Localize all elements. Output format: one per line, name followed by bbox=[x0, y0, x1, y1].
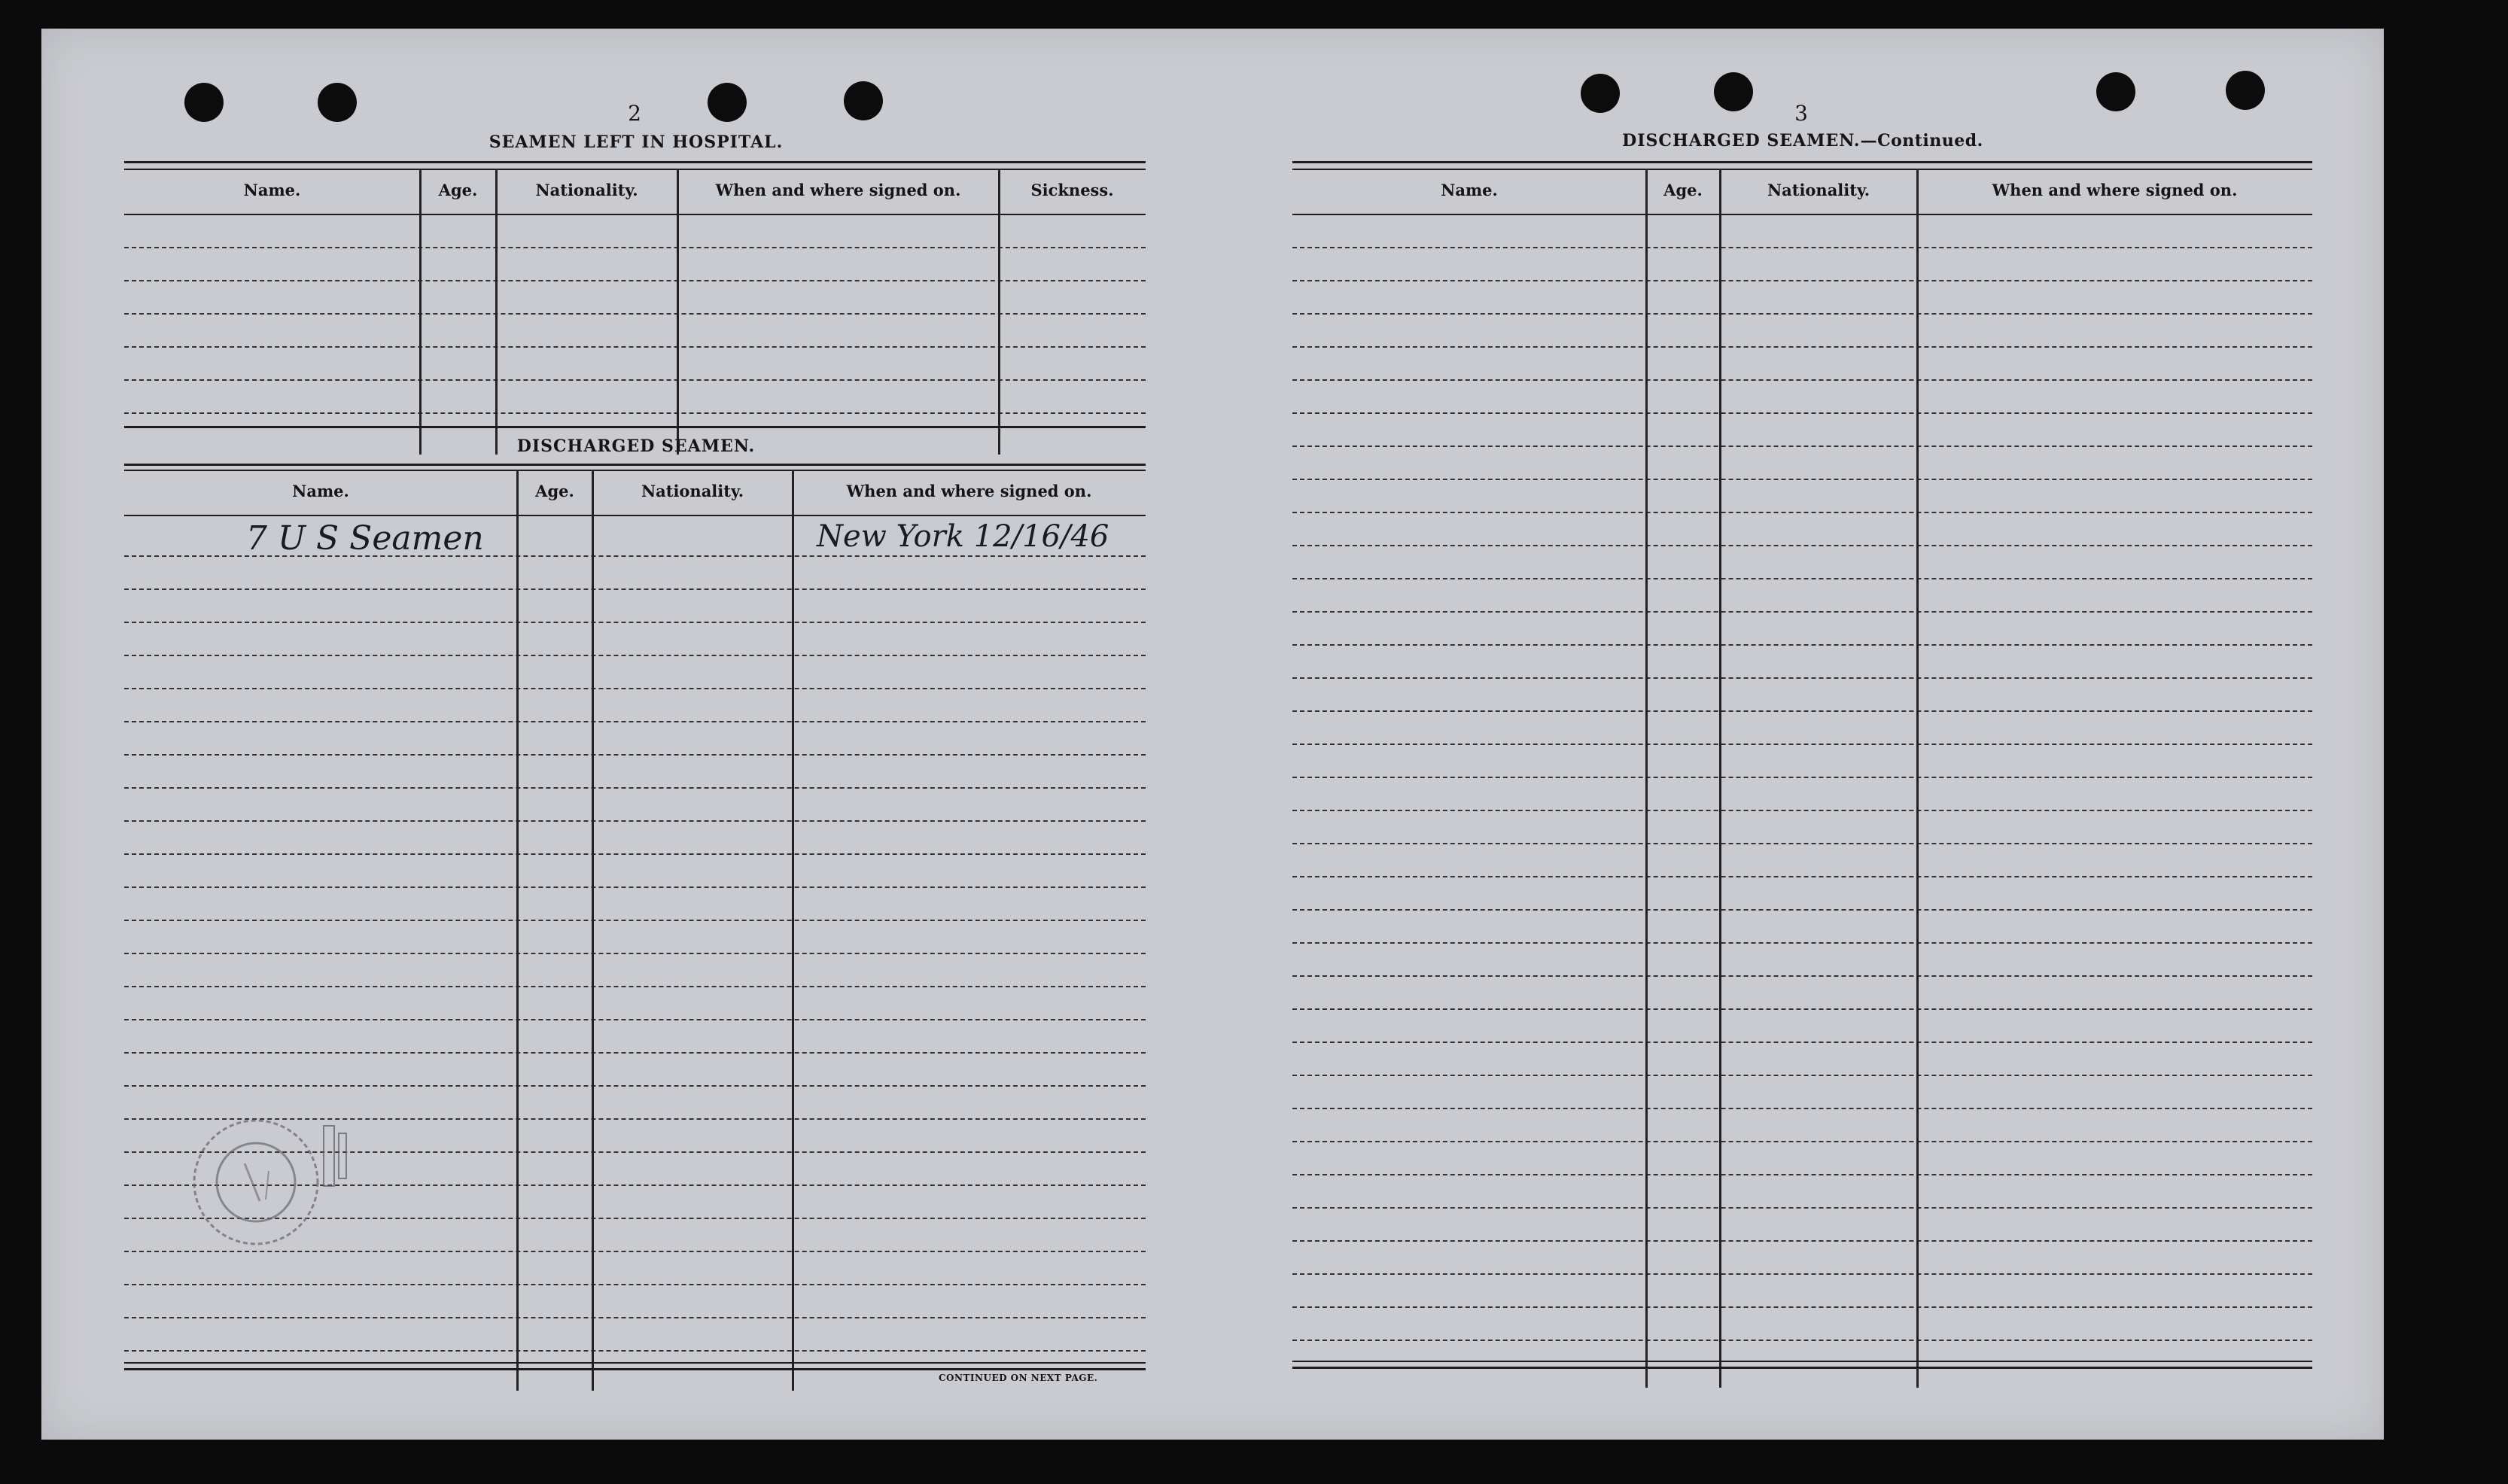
ruled-line bbox=[124, 588, 1146, 590]
page-number-right: 3 bbox=[1794, 101, 1808, 126]
ruled-line bbox=[124, 920, 1146, 921]
ruled-line bbox=[1292, 975, 2312, 977]
ruled-line bbox=[124, 886, 1146, 888]
rule bbox=[124, 470, 1146, 471]
hospital-col-nationality: Nationality. bbox=[535, 181, 638, 199]
rule bbox=[124, 161, 1146, 163]
ruled-line bbox=[1292, 876, 2312, 877]
hospital-section-title: SEAMEN LEFT IN HOSPITAL. bbox=[489, 132, 784, 152]
ruled-line bbox=[1292, 446, 2312, 447]
ruled-line bbox=[1292, 412, 2312, 414]
ruled-line bbox=[1292, 1075, 2312, 1076]
column-divider bbox=[516, 470, 519, 1391]
rule bbox=[1292, 161, 2312, 163]
ruled-line bbox=[124, 1052, 1146, 1054]
ruled-line bbox=[1292, 1008, 2312, 1010]
column-divider bbox=[419, 169, 422, 455]
ruled-line bbox=[1292, 1207, 2312, 1209]
ruled-line bbox=[1292, 247, 2312, 248]
column-divider bbox=[1916, 169, 1919, 1388]
continued-note: CONTINUED ON NEXT PAGE. bbox=[939, 1373, 1098, 1383]
ruled-line bbox=[124, 379, 1146, 381]
ruled-line bbox=[1292, 843, 2312, 844]
ruled-line bbox=[1292, 346, 2312, 348]
right-title-suffix: —Continued. bbox=[1860, 131, 1983, 151]
punch-hole bbox=[318, 83, 357, 122]
column-divider bbox=[1645, 169, 1648, 1388]
ruled-line bbox=[124, 820, 1146, 822]
manifest-sheet bbox=[41, 29, 2384, 1440]
ruled-line bbox=[124, 721, 1146, 722]
ruled-line bbox=[124, 1350, 1146, 1352]
ruled-line bbox=[124, 412, 1146, 414]
ruled-line bbox=[124, 313, 1146, 315]
hospital-col-name: Name. bbox=[243, 181, 301, 199]
right-col-age: Age. bbox=[1663, 181, 1703, 199]
ruled-line bbox=[1292, 1273, 2312, 1275]
ruled-line bbox=[124, 953, 1146, 954]
discharged-col-name: Name. bbox=[292, 482, 349, 500]
ruled-line bbox=[1292, 280, 2312, 281]
ruled-line bbox=[124, 280, 1146, 281]
punch-hole bbox=[2096, 72, 2135, 111]
ruled-line bbox=[124, 1317, 1146, 1318]
discharged-entry-signed-on: New York 12/16/46 bbox=[817, 519, 1109, 554]
discharged-col-nationality: Nationality. bbox=[641, 482, 744, 500]
punch-hole bbox=[844, 81, 883, 120]
rule bbox=[124, 169, 1146, 170]
ruled-line bbox=[1292, 1306, 2312, 1308]
ruled-line bbox=[1292, 578, 2312, 579]
right-section-title bbox=[1562, 131, 2044, 151]
ruled-line bbox=[1292, 1174, 2312, 1175]
column-divider bbox=[998, 169, 1000, 455]
ruled-line bbox=[124, 754, 1146, 756]
right-col-name: Name. bbox=[1441, 181, 1498, 199]
official-stamp bbox=[184, 1111, 358, 1254]
ruled-line bbox=[124, 1284, 1146, 1285]
rule bbox=[124, 515, 1146, 516]
punch-hole bbox=[708, 83, 747, 122]
ruled-line bbox=[1292, 1042, 2312, 1043]
rule bbox=[124, 214, 1146, 215]
ruled-line bbox=[124, 655, 1146, 656]
ruled-line bbox=[1292, 313, 2312, 315]
column-divider bbox=[1719, 169, 1721, 1388]
ruled-line bbox=[1292, 644, 2312, 646]
rule bbox=[124, 464, 1146, 466]
rule bbox=[1292, 1361, 2312, 1362]
ruled-line bbox=[1292, 545, 2312, 546]
ruled-line bbox=[124, 986, 1146, 987]
ruled-line bbox=[124, 853, 1146, 855]
ruled-line bbox=[1292, 909, 2312, 911]
discharged-section-title: DISCHARGED SEAMEN. bbox=[516, 436, 756, 456]
column-divider bbox=[495, 169, 498, 455]
ruled-line bbox=[1292, 1340, 2312, 1341]
ruled-line bbox=[124, 1019, 1146, 1020]
ruled-line bbox=[1292, 611, 2312, 613]
ruled-line bbox=[124, 787, 1146, 789]
ruled-line bbox=[1292, 744, 2312, 745]
ruled-line bbox=[1292, 777, 2312, 778]
hospital-col-age: Age. bbox=[438, 181, 478, 199]
column-divider bbox=[592, 470, 594, 1391]
ruled-line bbox=[1292, 479, 2312, 480]
column-divider bbox=[677, 169, 679, 455]
discharged-col-signed-on: When and where signed on. bbox=[846, 482, 1092, 500]
rule bbox=[1292, 169, 2312, 170]
punch-hole bbox=[1714, 72, 1753, 111]
ruled-line bbox=[1292, 1141, 2312, 1142]
right-title-main: DISCHARGED SEAMEN. bbox=[1622, 131, 1861, 151]
ruled-line bbox=[1292, 942, 2312, 944]
ruled-line bbox=[1292, 512, 2312, 513]
ruled-line bbox=[1292, 677, 2312, 679]
punch-hole bbox=[2226, 71, 2265, 110]
hospital-col-sickness: Sickness. bbox=[1030, 181, 1114, 199]
ruled-line bbox=[124, 1085, 1146, 1087]
right-col-nationality: Nationality. bbox=[1767, 181, 1870, 199]
column-divider bbox=[792, 470, 794, 1391]
rule bbox=[124, 1362, 1146, 1364]
page-number-left: 2 bbox=[628, 101, 641, 126]
right-col-signed-on: When and where signed on. bbox=[1992, 181, 2238, 199]
ruled-line bbox=[1292, 710, 2312, 712]
rule bbox=[1292, 1367, 2312, 1369]
ruled-line bbox=[124, 247, 1146, 248]
ruled-line bbox=[124, 622, 1146, 623]
rule bbox=[1292, 214, 2312, 215]
rule bbox=[124, 1368, 1146, 1370]
punch-hole bbox=[1581, 74, 1620, 113]
ruled-line bbox=[124, 688, 1146, 689]
ruled-line bbox=[124, 346, 1146, 348]
ruled-line bbox=[1292, 1240, 2312, 1242]
ruled-line bbox=[1292, 810, 2312, 811]
discharged-entry-name: 7 U S Seamen bbox=[246, 519, 484, 558]
discharged-col-age: Age. bbox=[535, 482, 574, 500]
rule bbox=[124, 426, 1146, 428]
ruled-line bbox=[1292, 1108, 2312, 1109]
hospital-col-signed-on: When and where signed on. bbox=[715, 181, 961, 199]
ruled-line bbox=[1292, 379, 2312, 381]
punch-hole bbox=[184, 83, 224, 122]
